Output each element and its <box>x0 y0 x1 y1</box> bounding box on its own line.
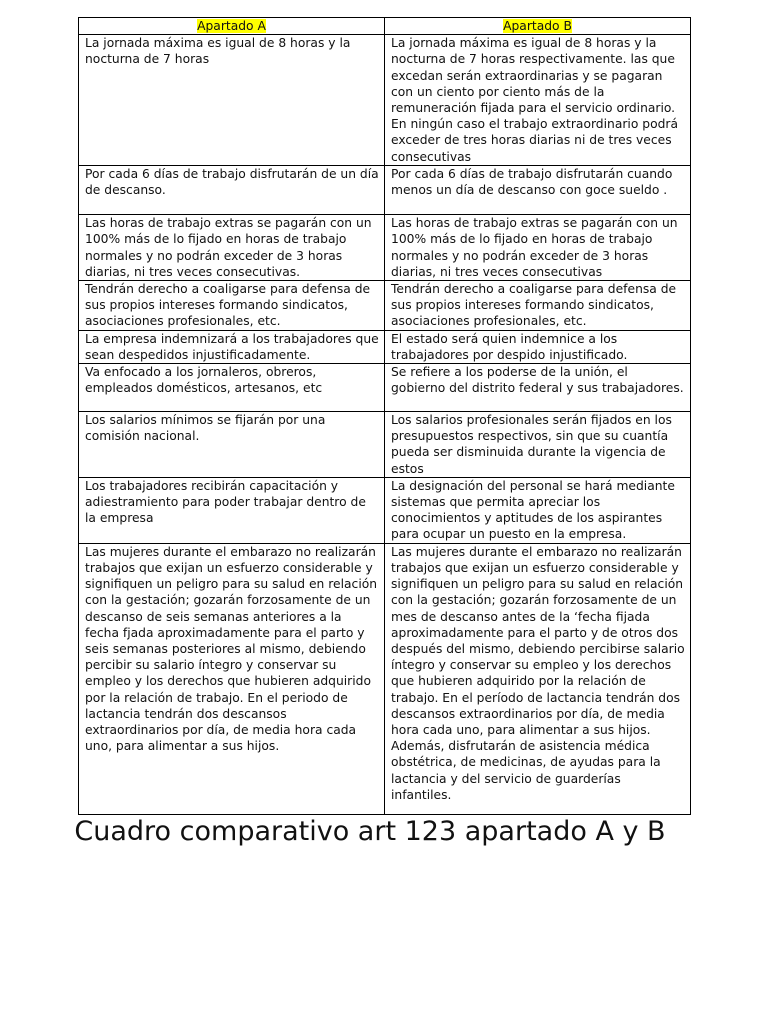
cell-apartado-a: La jornada máxima es igual de 8 horas y la nocturna de 7 horas <box>79 35 385 166</box>
cell-apartado-a: La empresa indemnizará a los trabajadores que sean despedidos injustificadamente. <box>79 330 385 363</box>
cell-apartado-b: La designación del personal se hará mediante sistemas que permita apreciar los conocimientos y aptitudes de los aspirantes para ocupar un puesto en la empresa. <box>385 477 691 543</box>
table-row <box>79 35 691 166</box>
cell-apartado-a: Las horas de trabajo extras se pagarán con un 100% más de lo fijado en horas de trabajo normales y no podrán exceder de 3 horas diarias, ni tres veces consecutivas. <box>79 215 385 281</box>
cell-apartado-a: Las mujeres durante el embarazo no realizarán trabajos que exijan un esfuerzo considerable y signifiquen un peligro para su salud en relación con la gestación; gozarán forzosamente de un descanso de seis semanas anteriores a la fecha fjada aproximadamente para el parto y seis semanas posteriores al mismo, debiendo percibir su salario íntegro y conservar su empleo y los derechos que hubieren adquirido por la relación de trabajo. En el periodo de lactancia tendrán dos descansos extraordinarios por día, de media hora cada uno, para alimentar a sus hijos. <box>79 543 385 814</box>
cell-apartado-b: Las horas de trabajo extras se pagarán con un 100% más de lo fijado en horas de trabajo normales y no podrán exceder de 3 horas diarias, ni tres veces consecutivas <box>385 215 691 281</box>
table-row <box>79 281 691 331</box>
table-row <box>79 215 691 281</box>
cell-apartado-b: Se refiere a los poderse de la unión, el gobierno del distrito federal y sus trabajadores. <box>385 364 691 412</box>
cell-apartado-b: La jornada máxima es igual de 8 horas y la nocturna de 7 horas respectivamente. las que excedan serán extraordinarias y se pagaran con un ciento por ciento más de la remuneración fijada para el servicio ordinario. En ningún caso el trabajo extraordinario podrá exceder de tres horas diarias ni de tres veces consecutivas <box>385 35 691 166</box>
cell-apartado-a: Los trabajadores recibirán capacitación y adiestramiento para poder trabajar dentro de la empresa <box>79 477 385 543</box>
header-apartado-a-label: Apartado A <box>197 19 266 33</box>
cell-apartado-b: Las mujeres durante el embarazo no realizarán trabajos que exijan un esfuerzo considerable y signifiquen un peligro para su salud en relación con la gestación; gozarán forzosamente de un mes de descanso antes de la ‘fecha fijada aproximadamente para el parto y de otros dos después del mismo, debiendo percibirse salario íntegro y conservar su empleo y los derechos que hubieren adquirido por la relación de trabajo. En el período de lactancia tendrán dos descansos extraordinarios por día, de media hora cada uno, para alimentar a sus hijos. Además, disfrutarán de asistencia médica obstétrica, de medicinas, de ayudas para la lactancia y del servicio de guarderías infantiles. <box>385 543 691 814</box>
cell-apartado-a: Los salarios mínimos se fijarán por una comisión nacional. <box>79 412 385 478</box>
header-apartado-b <box>385 18 691 35</box>
cell-apartado-b: Los salarios profesionales serán fijados en los presupuestos respectivos, sin que su cuantía pueda ser disminuida durante la vigencia de estos <box>385 412 691 478</box>
header-apartado-b-label: Apartado B <box>503 19 572 33</box>
table-header-row <box>79 18 691 35</box>
table-row <box>79 477 691 543</box>
table-row <box>79 412 691 478</box>
cell-apartado-b: El estado será quien indemnice a los trabajadores por despido injustificado. <box>385 330 691 363</box>
table-row <box>79 364 691 412</box>
table-row <box>79 166 691 215</box>
document-caption: Cuadro comparativo art 123 apartado A y B <box>74 816 666 847</box>
header-apartado-a <box>79 18 385 35</box>
table-row <box>79 330 691 363</box>
cell-apartado-b: Por cada 6 días de trabajo disfrutarán cuando menos un día de descanso con goce sueldo . <box>385 166 691 215</box>
comparison-table <box>78 17 691 815</box>
cell-apartado-a: Va enfocado a los jornaleros, obreros, empleados domésticos, artesanos, etc <box>79 364 385 412</box>
cell-apartado-a: Por cada 6 días de trabajo disfrutarán de un día de descanso. <box>79 166 385 215</box>
cell-apartado-a: Tendrán derecho a coaligarse para defensa de sus propios intereses formando sindicatos, asociaciones profesionales, etc. <box>79 281 385 331</box>
cell-apartado-b: Tendrán derecho a coaligarse para defensa de sus propios intereses formando sindicatos, asociaciones profesionales, etc. <box>385 281 691 331</box>
table-row <box>79 543 691 814</box>
